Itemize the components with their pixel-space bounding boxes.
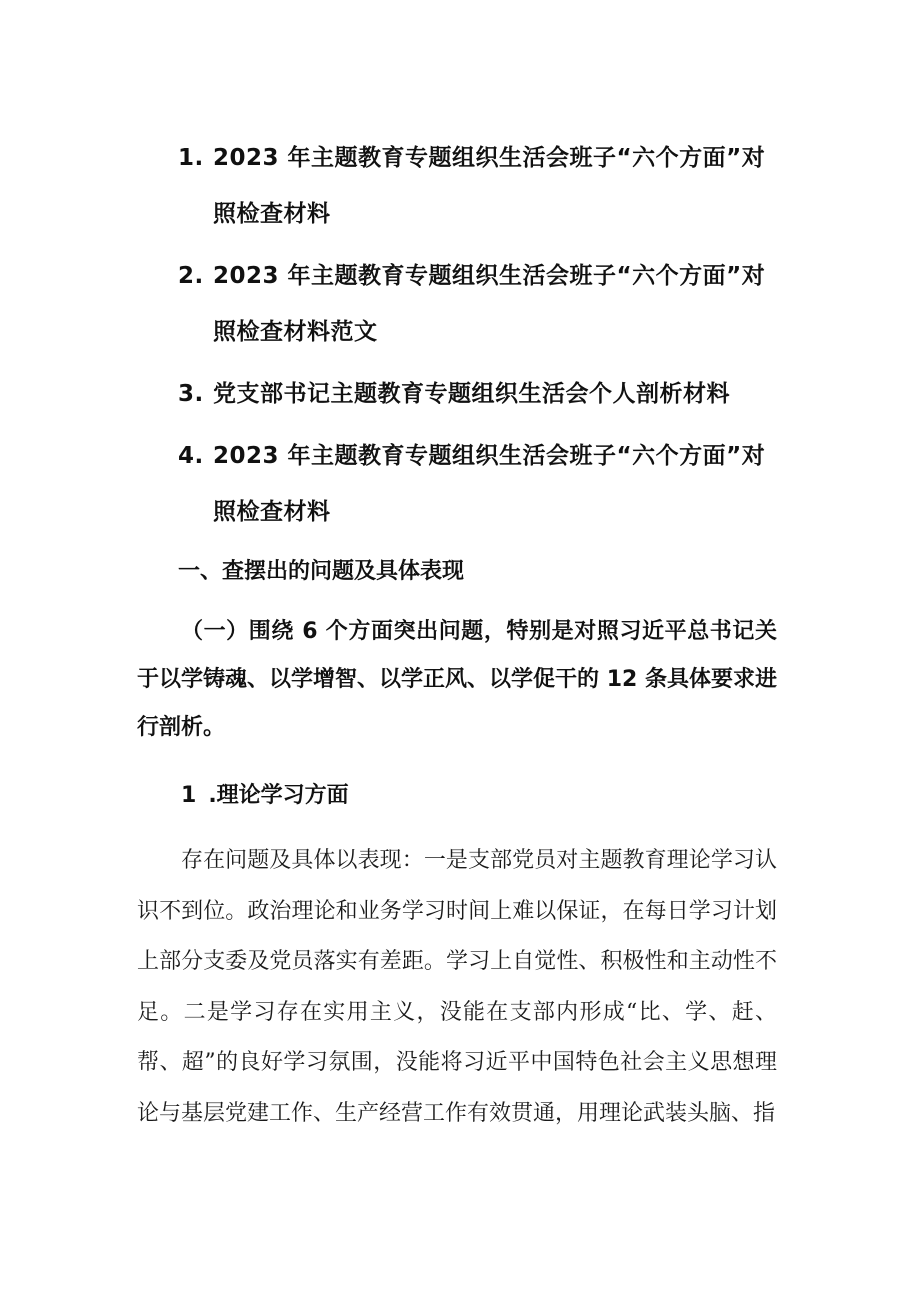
item-heading (181, 772, 349, 820)
item-heading-text: .理论学习方面 (208, 783, 349, 808)
toc-item-text: 党支部书记主题教育专题组织生活会个人剖析材料 (213, 381, 730, 407)
toc-item-4 (178, 428, 778, 540)
toc-item-2 (178, 248, 778, 360)
toc-item-text: 2023 年主题教育专题组织生活会班子“六个方面”对照检查材料范文 (213, 263, 766, 345)
toc-item-number: 1. (178, 145, 204, 171)
toc-item-1 (178, 130, 778, 242)
toc-item-3 (178, 366, 778, 422)
toc-item-number: 4. (178, 443, 204, 469)
item-heading-number: 1 (181, 783, 197, 808)
table-of-contents (178, 130, 778, 540)
sub-heading-paragraph: （一）围绕 6 个方面突出问题，特别是对照习近平总书记关于以学铸魂、以学增智、以学正风、以学促干的 12 条具体要求进行剖析。 (137, 619, 777, 740)
toc-item-number: 2. (178, 263, 204, 289)
body-paragraph: 存在问题及具体以表现：一是支部党员对主题教育理论学习认识不到位。政治理论和业务学习时间上难以保证，在每日学习计划上部分支委及党员落实有差距。学习上自觉性、积极性和主动性不足。二是学习存在实用主义，没能在支部内形成“比、学、赶、帮、超”的良好学习氛围，没能将习近平中国特色社会主义思想理论与基层党建工作、生产经营工作有效贯通，用理论武装头脑、指 (137, 848, 777, 1126)
toc-item-number: 3. (178, 381, 204, 407)
toc-item-text: 2023 年主题教育专题组织生活会班子“六个方面”对照检查材料 (213, 145, 766, 227)
section-heading: 一、查摆出的问题及具体表现 (178, 559, 465, 584)
toc-item-text: 2023 年主题教育专题组织生活会班子“六个方面”对照检查材料 (213, 443, 766, 525)
